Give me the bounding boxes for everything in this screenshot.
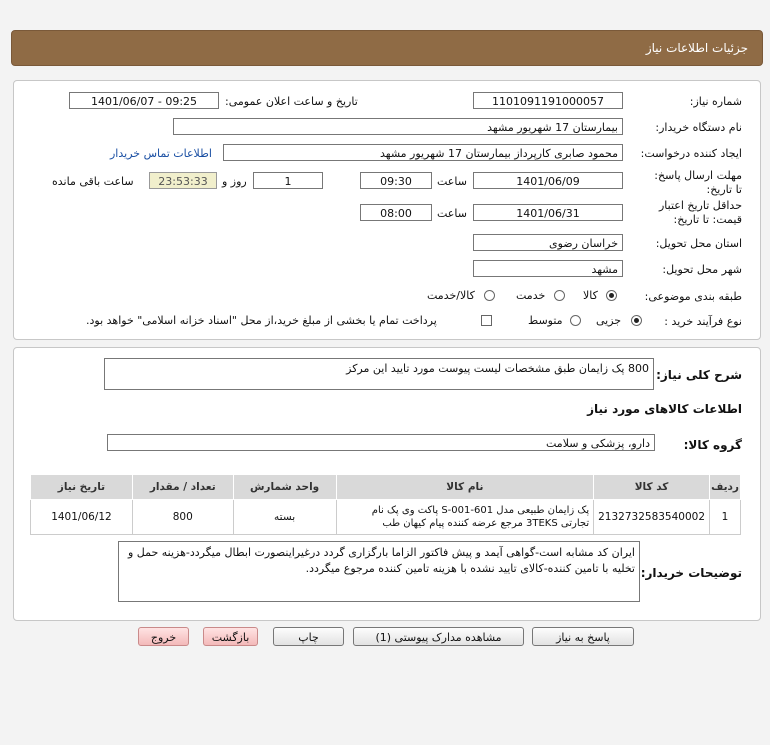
category-radio-goods[interactable] (606, 290, 617, 301)
announce-label: تاریخ و ساعت اعلان عمومی: (225, 95, 358, 108)
category-radio-service[interactable] (554, 290, 565, 301)
page-header (11, 30, 763, 66)
reply-time-label: ساعت (437, 175, 467, 188)
process-option-medium: متوسط (528, 314, 563, 327)
buyer-notes-field: ایران کد مشابه است-گواهی آیمد و پیش فاکتور الزاما بارگزاری گردد درغیراینصورت ابطال میگردد-هزینه حمل و تخلیه با تامین کننده-کالای تایید نشده با هزینه تامین کننده مرجوع میگردد. (118, 541, 640, 602)
col-date: تاریخ نیاز (31, 475, 133, 500)
reply-button[interactable]: پاسخ به نیاز (532, 627, 634, 646)
category-option-goods: کالا (583, 289, 598, 302)
category-radio-goods-service[interactable] (484, 290, 495, 301)
days-label: روز و (222, 175, 247, 188)
creator-label: ایجاد کننده درخواست: (640, 147, 742, 160)
buyer-org-label: نام دستگاه خریدار: (655, 121, 742, 134)
buyer-org-field: بیمارستان 17 شهریور مشهد (173, 118, 623, 135)
remaining-time-label: ساعت باقی مانده (52, 175, 134, 188)
province-label: استان محل تحویل: (655, 237, 742, 250)
reply-deadline-label: مهلت ارسال پاسخ: تا تاریخ: (654, 169, 742, 196)
process-radio-minor[interactable] (631, 315, 642, 326)
page-title: جزئیات اطلاعات نیاز (645, 41, 748, 55)
validity-time-field: 08:00 (360, 204, 432, 221)
category-option-service: خدمت (516, 289, 546, 302)
validity-time-label: ساعت (437, 207, 467, 220)
table-row (31, 500, 741, 535)
buyer-contact-link[interactable]: اطلاعات تماس خریدار (110, 147, 212, 160)
cell-unit: بسته (233, 500, 336, 535)
exit-button[interactable]: خروج (138, 627, 189, 646)
goods-group-label: گروه کالا: (683, 438, 742, 452)
need-number-field: 1101091191000057 (473, 92, 623, 109)
validity-date-field: 1401/06/31 (473, 204, 623, 221)
treasury-payment-note: پرداخت تمام یا بخشی از مبلغ خرید،از محل "اسناد خزانه اسلامی" خواهد بود. (86, 314, 437, 327)
cell-name: پک زایمان طبیعی مدل S-001-601 پاکت وی پک نام تجارتی 3TEKS مرجع عرضه کننده پیام کیهان طب (336, 500, 594, 535)
reply-time-field: 09:30 (360, 172, 432, 189)
goods-group-field: دارو، پزشکی و سلامت (107, 434, 655, 451)
process-label: نوع فرآیند خرید : (664, 315, 742, 328)
city-field: مشهد (473, 260, 623, 277)
table-header-row (31, 475, 741, 500)
summary-field: 800 پک زایمان طبق مشخصات لیست پیوست مورد تایید این مرکز (104, 358, 654, 390)
cell-row: 1 (710, 500, 741, 535)
process-option-minor: جزیی (596, 314, 622, 327)
buyer-notes-label: توضیحات خریدار: (640, 566, 742, 580)
category-option-goods-service: کالا/خدمت (427, 289, 475, 302)
goods-table (30, 474, 741, 535)
need-number-label: شماره نیاز: (689, 95, 742, 108)
category-label: طبقه بندی موضوعی: (644, 290, 742, 303)
print-button[interactable]: چاپ (273, 627, 344, 646)
col-row: ردیف (710, 475, 741, 500)
validity-label: حداقل تاریخ اعتبار قیمت: تا تاریخ: (658, 199, 742, 226)
treasury-payment-checkbox[interactable] (481, 315, 492, 326)
view-attachments-button[interactable]: مشاهده مدارک پیوستی (1) (353, 627, 524, 646)
creator-field: محمود صابری کارپرداز بیمارستان 17 شهریور مشهد (223, 144, 623, 161)
goods-info-title: اطلاعات کالاهای مورد نیاز (587, 402, 742, 416)
days-field: 1 (253, 172, 323, 189)
announce-field: 1401/06/07 - 09:25 (69, 92, 219, 109)
col-code: کد کالا (594, 475, 710, 500)
city-label: شهر محل تحویل: (662, 263, 742, 276)
col-unit: واحد شمارش (233, 475, 336, 500)
back-button[interactable]: بازگشت (203, 627, 258, 646)
cell-date: 1401/06/12 (31, 500, 133, 535)
summary-label: شرح کلی نیاز: (656, 368, 742, 382)
reply-date-field: 1401/06/09 (473, 172, 623, 189)
col-qty: تعداد / مقدار (132, 475, 233, 500)
province-field: خراسان رضوی (473, 234, 623, 251)
cell-qty: 800 (132, 500, 233, 535)
process-radio-medium[interactable] (570, 315, 581, 326)
remaining-time-field: 23:53:33 (149, 172, 217, 189)
cell-code: 2132732583540002 (594, 500, 710, 535)
col-name: نام کالا (336, 475, 594, 500)
